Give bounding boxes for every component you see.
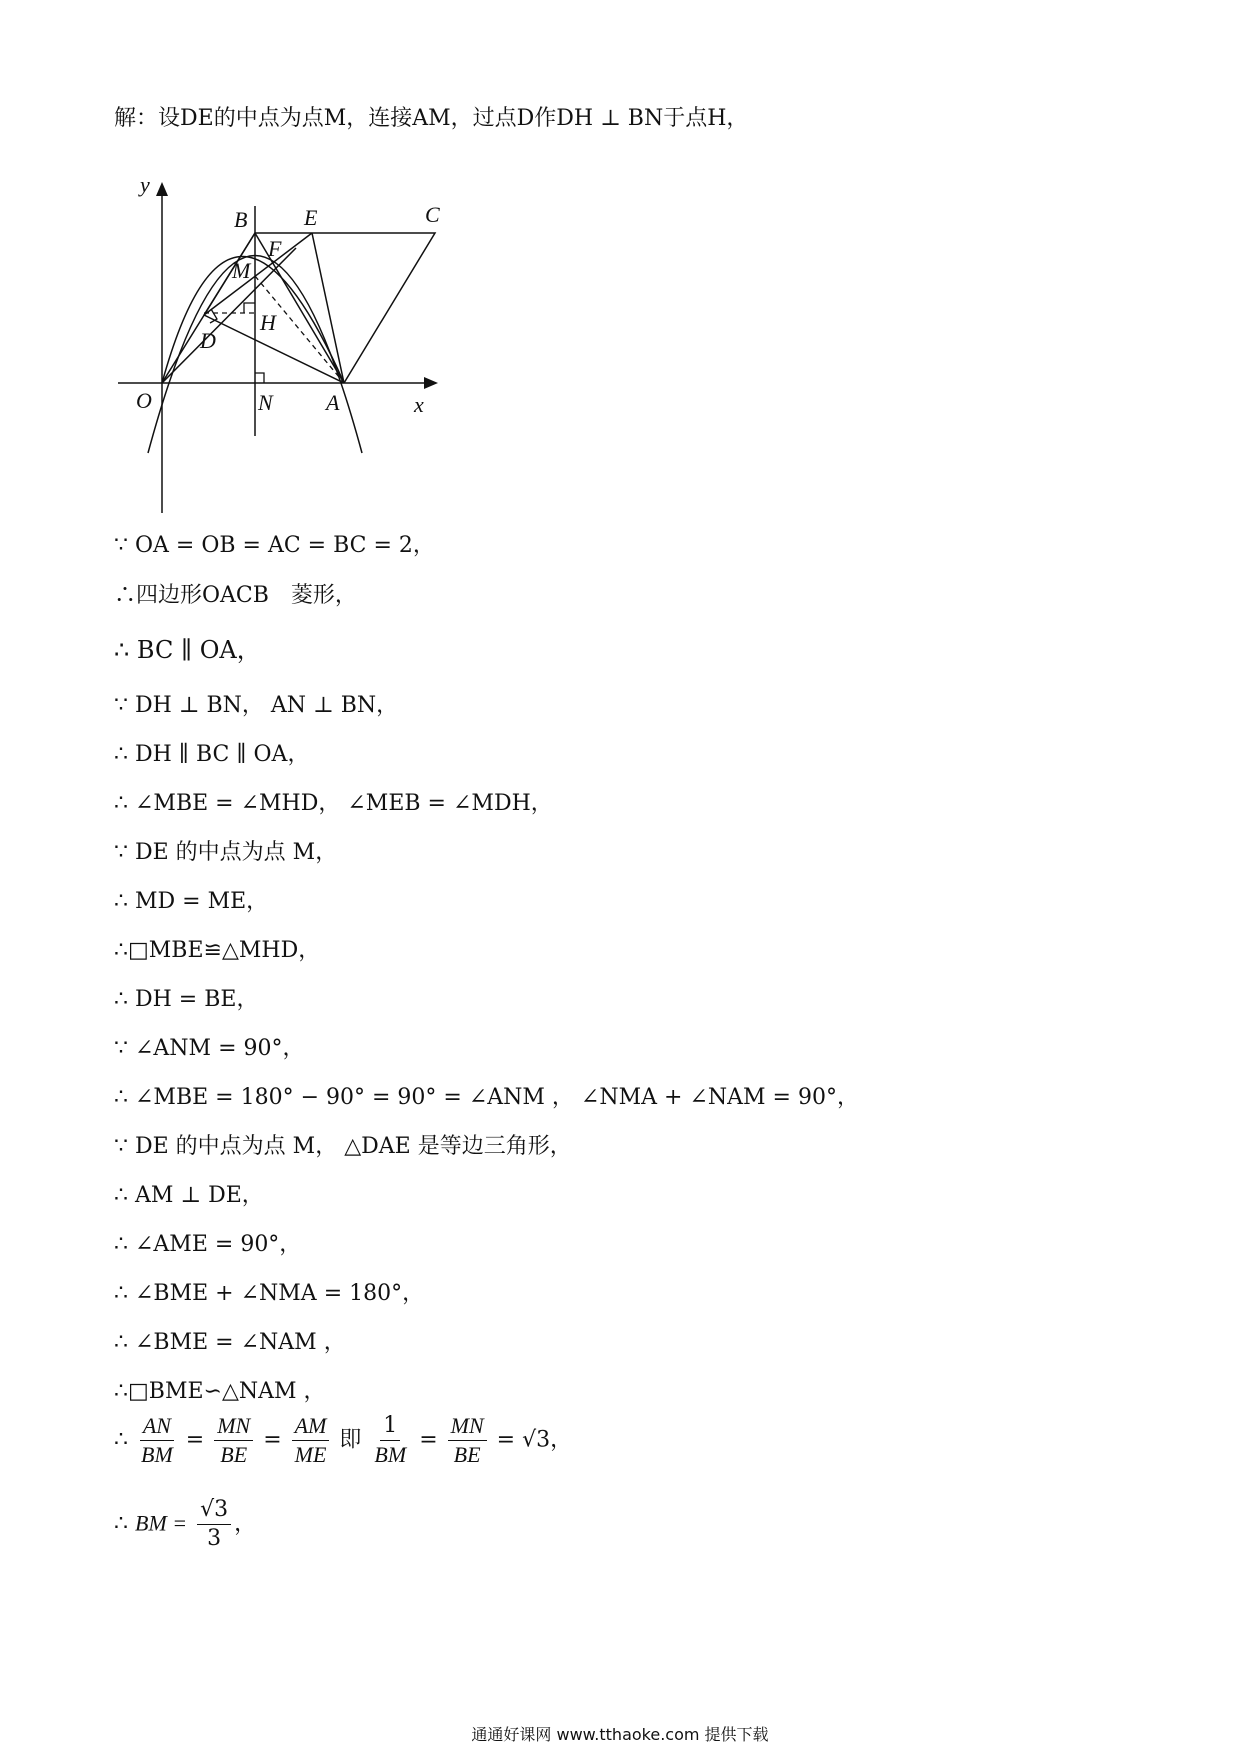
equals-sign: = <box>185 1427 205 1453</box>
segment-om <box>162 248 296 383</box>
step-18: ∴□BME∽△NAM ， <box>114 1379 326 1404</box>
step-13: ∵ DE 的中点为点 M， △DAE 是等边三角形， <box>114 1134 572 1159</box>
step-17: ∴ ∠BME = ∠NAM ， <box>114 1330 346 1355</box>
bm-lhs: BM = <box>135 1510 188 1536</box>
step-3: ∴ BC ∥ OA， <box>114 636 261 664</box>
segment-ea <box>312 233 344 383</box>
label-m: M <box>232 258 251 283</box>
step-8: ∴ MD = ME， <box>114 889 269 914</box>
label-y: y <box>140 172 150 197</box>
fraction-numerator: MN <box>214 1412 253 1441</box>
equals-sign: = <box>263 1427 282 1453</box>
step-14: ∴ AM ⊥ DE， <box>114 1183 264 1208</box>
step-4: ∵ DH ⊥ BN， AN ⊥ BN， <box>114 693 399 718</box>
step-15: ∴ ∠AME = 90°， <box>114 1232 302 1257</box>
fraction-am-me <box>292 1412 330 1469</box>
fraction-mn-be-2 <box>448 1412 487 1469</box>
fraction-numerator: MN <box>448 1412 487 1441</box>
fraction-sqrt3-3 <box>197 1496 231 1553</box>
fraction-denominator: ME <box>294 1442 327 1467</box>
fraction-denominator: BE <box>453 1442 481 1467</box>
label-c: C <box>425 202 440 227</box>
solution-intro: 解：设DE的中点为点M，连接AM，过点D作DH ⊥ BN于点H， <box>114 106 749 131</box>
step-7: ∵ DE 的中点为点 M， <box>114 840 338 865</box>
label-n: N <box>258 390 273 415</box>
step-6: ∴ ∠MBE = ∠MHD， ∠MEB = ∠MDH， <box>114 791 553 816</box>
step-16: ∴ ∠BME + ∠NMA = 180°， <box>114 1281 425 1306</box>
x-axis-arrow <box>424 377 438 389</box>
geometry-figure <box>118 172 508 518</box>
word-ji: 即 <box>339 1427 362 1453</box>
fraction-1-bm <box>371 1412 409 1469</box>
fraction-mn-be <box>214 1412 253 1469</box>
label-a: A <box>326 390 340 415</box>
ratio-equation <box>114 1412 572 1469</box>
right-angle-n <box>255 373 264 383</box>
fraction-denominator: BM <box>374 1442 407 1467</box>
label-d: D <box>200 328 216 353</box>
equals-sign: = <box>496 1427 516 1453</box>
label-x: x <box>414 392 424 417</box>
step-12: ∴ ∠MBE = 180° − 90° = 90° = ∠ANM ， ∠NMA + ∠NAM = 90°， <box>114 1085 859 1110</box>
step-1: ∵ OA = OB = AC = BC = 2， <box>114 533 435 558</box>
step-5: ∴ DH ∥ BC ∥ OA， <box>114 742 310 767</box>
comma: ， <box>234 1511 257 1537</box>
equals-sign: = <box>419 1427 438 1453</box>
right-angle-h <box>244 303 255 313</box>
sqrt-three: √3 <box>522 1427 551 1453</box>
step-2: ∴四边形OACB 菱形， <box>114 583 357 608</box>
fraction-numerator: AN <box>140 1412 174 1441</box>
page-footer: 通通好课网 www.tthaoke.com 提供下载 <box>471 1725 769 1744</box>
step-10: ∴ DH = BE， <box>114 987 259 1012</box>
fraction-an-bm <box>138 1412 176 1469</box>
therefore-symbol: ∴ <box>114 1427 128 1453</box>
fraction-denominator: BM <box>141 1442 173 1467</box>
step-11: ∵ ∠ANM = 90°， <box>114 1036 305 1061</box>
label-b: B <box>234 207 248 232</box>
label-f: F <box>268 236 282 261</box>
label-o: O <box>136 388 152 413</box>
therefore-symbol: ∴ <box>114 1511 128 1537</box>
fraction-denominator: BE <box>220 1442 248 1467</box>
label-h: H <box>260 310 276 335</box>
label-e: E <box>304 205 318 230</box>
fraction-numerator: AM <box>292 1412 330 1441</box>
fraction-numerator: 1 <box>380 1412 400 1441</box>
fraction-numerator: √3 <box>197 1496 231 1525</box>
fraction-denominator: 3 <box>207 1526 222 1551</box>
bm-equation <box>114 1496 256 1553</box>
comma: ， <box>550 1427 573 1453</box>
step-9: ∴□MBE≌△MHD， <box>114 938 321 963</box>
y-axis-arrow <box>156 182 168 196</box>
